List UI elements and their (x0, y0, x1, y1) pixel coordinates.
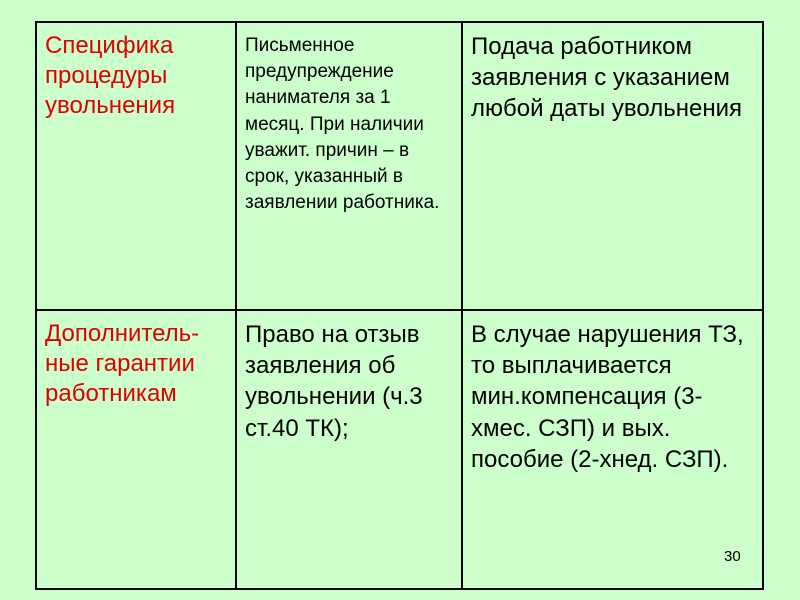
row-label-cell (36, 22, 236, 310)
comparison-table (35, 21, 764, 590)
row-label-cell (36, 310, 236, 589)
cell-text: Право на отзыв заявления об увольнении (ч.3 ст.40 ТК); (245, 321, 423, 442)
table-row (36, 22, 763, 310)
table-cell (236, 310, 462, 589)
row-label: Дополнительные гарантии работникам (45, 320, 200, 407)
table-cell (462, 22, 763, 310)
row-label: Специфика процедуры увольнения (45, 32, 176, 119)
table-cell (236, 22, 462, 310)
cell-text: Подача работником заявления с указанием любой даты увольнения (471, 33, 742, 123)
table-cell (462, 310, 763, 589)
cell-text: Письменное предупреждение нанимателя за 1 месяц. При наличии уважит. причин – в срок, указанный в заявлении работника. (245, 35, 440, 214)
cell-text: В случае нарушения ТЗ, то выплачивается мин.компенсация (3-хмес. СЗП) и вых. пособие (2-хнед. СЗП). (471, 321, 744, 473)
table-row (36, 310, 763, 589)
page-number: 30 (724, 548, 741, 565)
